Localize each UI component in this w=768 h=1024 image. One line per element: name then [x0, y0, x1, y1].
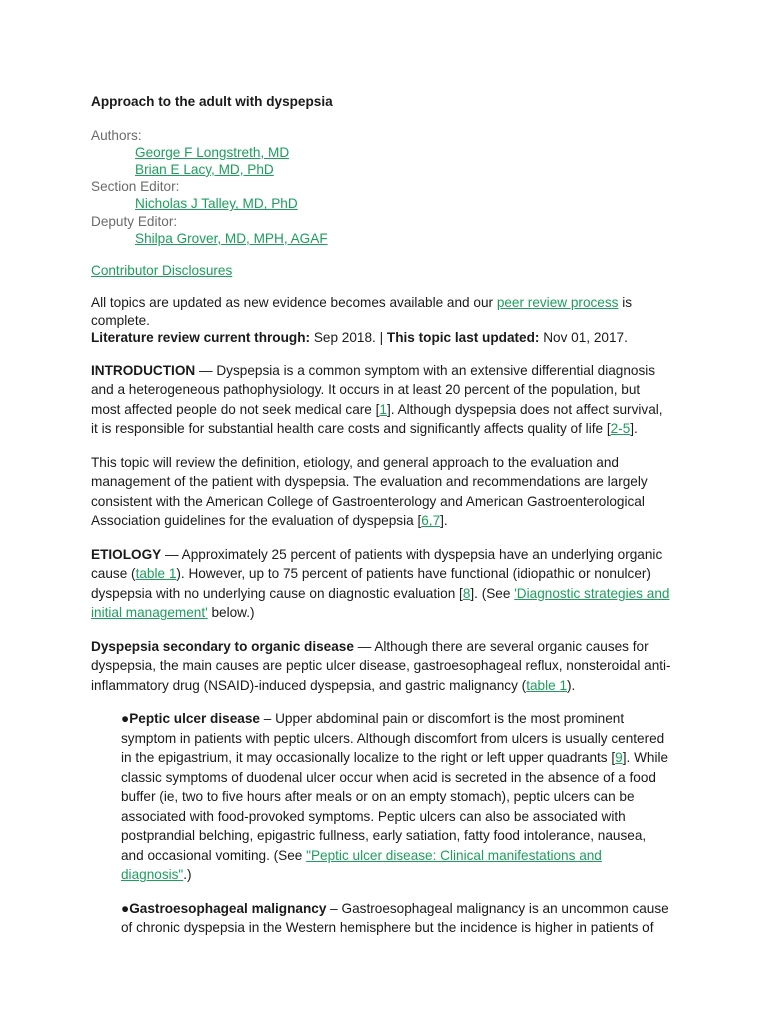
- introduction-text-2: ]. Although dyspepsia does not affect survival, it is responsible for substantial health care costs and significantly affects quality of life [: [91, 401, 663, 437]
- etiology-paragraph: [91, 545, 671, 623]
- review-paragraph: [91, 453, 671, 531]
- section-editor-label: Section Editor:: [91, 179, 180, 195]
- review-dates: [91, 329, 671, 347]
- update-note: [91, 294, 671, 329]
- update-text-after: is complete.: [91, 295, 633, 328]
- peptic-text-3: .): [183, 867, 192, 883]
- reference-link-9[interactable]: 9: [615, 750, 623, 766]
- gastroesophageal-heading: Gastroesophageal malignancy: [129, 900, 327, 916]
- peer-review-link[interactable]: peer review process: [496, 295, 619, 311]
- author-name-2: [91, 161, 671, 178]
- lit-review-label: Literature review current through:: [91, 330, 311, 346]
- deputy-editor-name: [91, 230, 671, 247]
- reference-link-8[interactable]: 8: [462, 585, 471, 601]
- section-editor-name: [91, 195, 671, 212]
- contributor-disclosures-link[interactable]: Contributor Disclosures: [91, 262, 233, 278]
- peptic-ulcer-heading: Peptic ulcer disease: [129, 711, 260, 727]
- etiology-text-2: ). However, up to 75 percent of patients have functional (idiopathic or nonulcer) dyspepsia with no underlying cause on diagnostic evaluation [: [91, 566, 651, 601]
- bullet-icon: ●: [121, 900, 130, 916]
- gastroesophageal-bullet: [121, 899, 671, 938]
- document-body: [91, 92, 671, 938]
- reference-link-1[interactable]: 1: [379, 401, 387, 417]
- organic-paragraph: [91, 637, 671, 696]
- organic-text-1: — Although there are several organic causes for dyspepsia, the main causes are peptic ulcer disease, gastroesophageal reflux, nonsteroidal anti-inflammatory drug (NSAID)-induced dyspepsia, and gastric malignancy (: [91, 638, 671, 693]
- authors-label: Authors:: [91, 127, 142, 143]
- gastro-text-1: – Gastroesophageal malignancy is an uncommon cause of chronic dyspepsia in the Western hemisphere but the incidence is higher in patients of: [121, 900, 669, 936]
- lit-review-value: Sep 2018. |: [310, 330, 387, 346]
- introduction-heading: INTRODUCTION: [91, 362, 196, 378]
- etiology-text-4: below.): [207, 605, 255, 621]
- review-text-2: ].: [440, 513, 448, 529]
- deputy-editor-label: Deputy Editor:: [91, 213, 178, 229]
- diagnostic-strategies-link[interactable]: 'Diagnostic strategies and initial management': [91, 585, 670, 621]
- introduction-paragraph: [91, 361, 671, 439]
- author-name-1: [91, 144, 671, 161]
- update-text-before: All topics are updated as new evidence becomes available and our: [91, 295, 497, 311]
- table-1-link-2[interactable]: table 1: [526, 677, 568, 693]
- peptic-ulcer-bullet: [121, 709, 671, 885]
- reference-link-2-5[interactable]: 2-5: [610, 421, 631, 437]
- author-link-lacy[interactable]: Brian E Lacy, MD, PhD: [135, 161, 274, 177]
- page-title: Approach to the adult with dyspepsia: [91, 94, 333, 109]
- section-editor-link[interactable]: Nicholas J Talley, MD, PhD: [135, 196, 298, 212]
- last-updated-label: This topic last updated:: [386, 330, 540, 346]
- peptic-ulcer-topic-link[interactable]: "Peptic ulcer disease: Clinical manifestations and diagnosis": [121, 847, 602, 883]
- etiology-text-3: ]. (See: [470, 585, 515, 601]
- etiology-heading: ETIOLOGY: [91, 546, 162, 562]
- peptic-text-2: ]. While classic symptoms of duodenal ulcer occur when acid is secreted in the absence of a food buffer (ie, two to five hours after meals or on an empty stomach), peptic ulcers can be associated with food-provoked symptoms. Peptic ulcers can also be associated with postprandial belching, epigastric fullness, early satiation, fatty food intolerance, nausea, and occasional vomiting. (See: [121, 750, 669, 863]
- contributor-disclosures: [91, 261, 671, 281]
- deputy-editor-link[interactable]: Shilpa Grover, MD, MPH, AGAF: [135, 230, 328, 246]
- reference-link-6-7[interactable]: 6,7: [421, 513, 441, 529]
- review-text-1: This topic will review the definition, etiology, and general approach to the evaluation and management of the patient with dyspepsia. The evaluation and recommendations are largely consistent with the American College of Gastroenterology and American Gastroenterological Association guidelines for the evaluation of dyspepsia [: [91, 454, 648, 529]
- bullet-icon: ●: [121, 711, 130, 727]
- etiology-text-1: — Approximately 25 percent of patients with dyspepsia have an underlying organic cause (: [91, 546, 663, 582]
- organic-text-2: ).: [567, 677, 576, 693]
- author-link-longstreth[interactable]: George F Longstreth, MD: [135, 144, 290, 160]
- introduction-text-1: — Dyspepsia is a common symptom with an extensive differential diagnosis and a heterogeneous pathophysiology. It occurs in at least 20 percent of the population, but most affected people do not seek medical care [: [91, 362, 656, 417]
- introduction-text-3: ].: [630, 421, 638, 437]
- last-updated-value: Nov 01, 2017.: [539, 330, 628, 346]
- peptic-text-1: – Upper abdominal pain or discomfort is the most prominent symptom in patients with peptic ulcers. Although discomfort from ulcers is usually centered in the epigastrium, it may occasionally localize to the right or left upper quadrants [: [121, 711, 665, 766]
- organic-heading: Dyspepsia secondary to organic disease: [91, 638, 354, 654]
- table-1-link[interactable]: table 1: [135, 566, 177, 582]
